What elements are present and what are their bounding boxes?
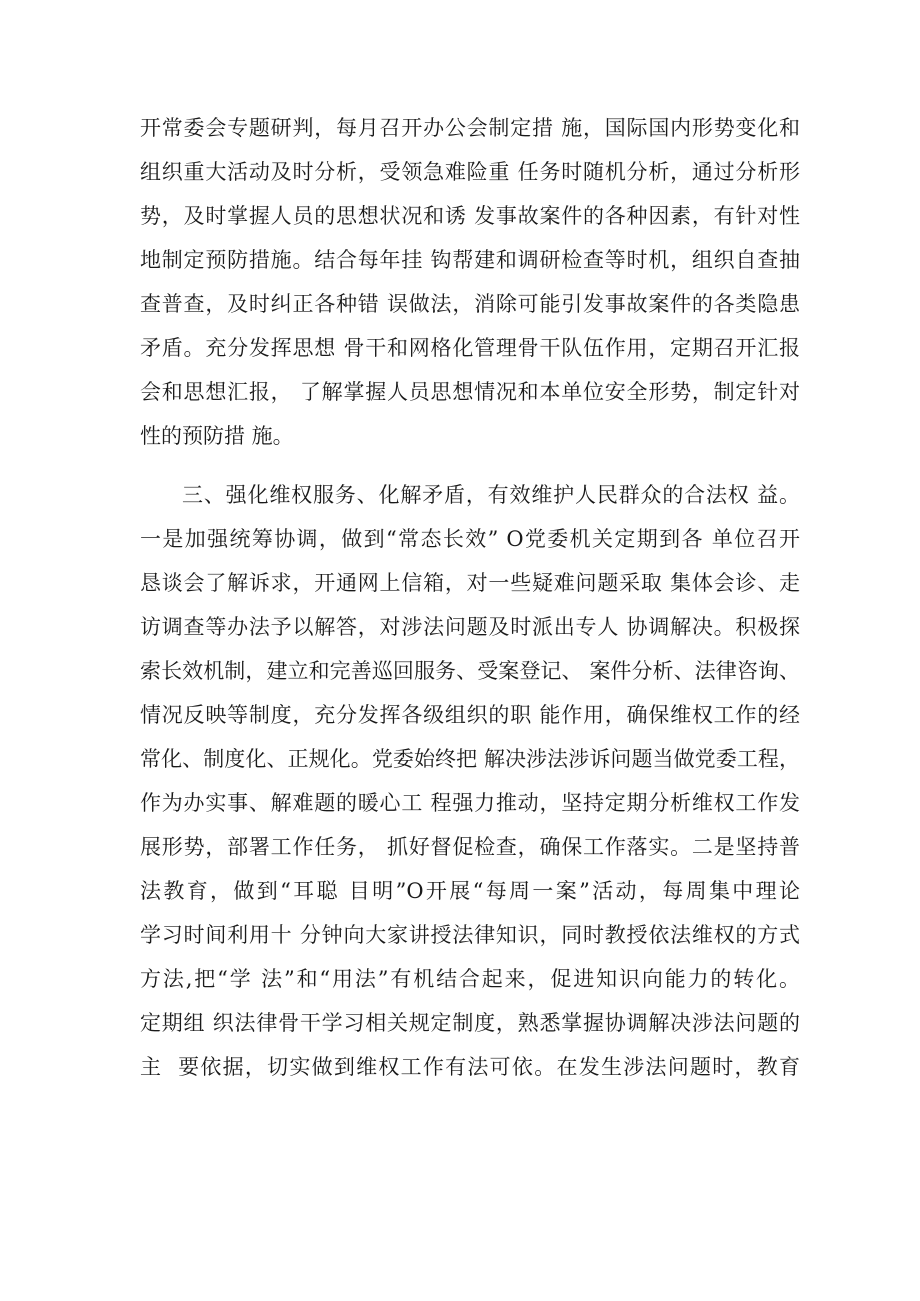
paragraph-2-line-5: 索长效机制，建立和完善巡回服务、受案登记、 案件分析、法律咨询、 <box>140 659 800 683</box>
paragraph-1-line-4: 地制定预防措施。结合每年挂 钩帮建和调研检查等时机，组织自查抽 <box>140 248 800 272</box>
paragraph-1-line-1: 开常委会专题研判，每月召开办公会制定措 施，国际国内形势变化和 <box>140 116 800 140</box>
paragraph-1-line-2: 组织重大活动及时分析，受领急难险重 任务时随机分析，通过分析形 <box>140 160 800 184</box>
paragraph-1-line-6: 矛盾。充分发挥思想 骨干和网格化管理骨干队伍作用，定期召开汇报 <box>140 336 800 360</box>
paragraph-2-line-11: 学习时间利用十 分钟向大家讲授法律知识，同时教授依法维权的方式 <box>140 923 800 947</box>
paragraph-2-line-10: 法教育，做到“耳聪 目明”O开展“每周一案”活动，每周集中理论 <box>140 879 800 903</box>
paragraph-2-line-14: 主 要依据，切实做到维权工作有法可依。在发生涉法问题时，教育 <box>140 1055 800 1079</box>
paragraph-1-line-3: 势，及时掌握人员的思想状况和诱 发事故案件的各种因素，有针对性 <box>140 204 800 228</box>
paragraph-2-line-9: 展形势，部署工作任务， 抓好督促检查，确保工作落实。二是坚持普 <box>140 835 800 859</box>
paragraph-1-line-8: 性的预防措 施。 <box>140 424 294 448</box>
section-heading-3: 三、强化维权服务、化解矛盾，有效维护人民群众的合法权 益。 <box>182 483 800 507</box>
paragraph-2-line-3: 恳谈会了解诉求，开通网上信箱，对一些疑难问题采取 集体会诊、走 <box>140 571 800 595</box>
paragraph-2-line-8: 作为办实事、解难题的暖心工 程强力推动，坚持定期分析维权工作发 <box>140 791 800 815</box>
paragraph-2-line-12: 方法,把“学 法”和“用法”有机结合起来，促进知识向能力的转化。 <box>140 967 800 991</box>
paragraph-2-line-6: 情况反映等制度，充分发挥各级组织的职 能作用，确保维权工作的经 <box>140 703 800 727</box>
paragraph-1-line-7: 会和思想汇报， 了解掌握人员思想情况和本单位安全形势，制定针对 <box>140 380 800 404</box>
paragraph-2-line-4: 访调查等办法予以解答，对涉法问题及时派出专人 协调解决。积极探 <box>140 615 800 639</box>
paragraph-1-line-5: 查普查，及时纠正各种错 误做法，消除可能引发事故案件的各类隐患 <box>140 292 800 316</box>
paragraph-2-line-2: 一是加强统筹协调，做到“常态长效” O党委机关定期到各 单位召开 <box>140 527 800 551</box>
paragraph-2-line-7: 常化、制度化、正规化。党委始终把 解决涉法涉诉问题当做党委工程， <box>140 747 800 771</box>
paragraph-2-line-13: 定期组 织法律骨干学习相关规定制度，熟悉掌握协调解决涉法问题的 <box>140 1011 800 1035</box>
